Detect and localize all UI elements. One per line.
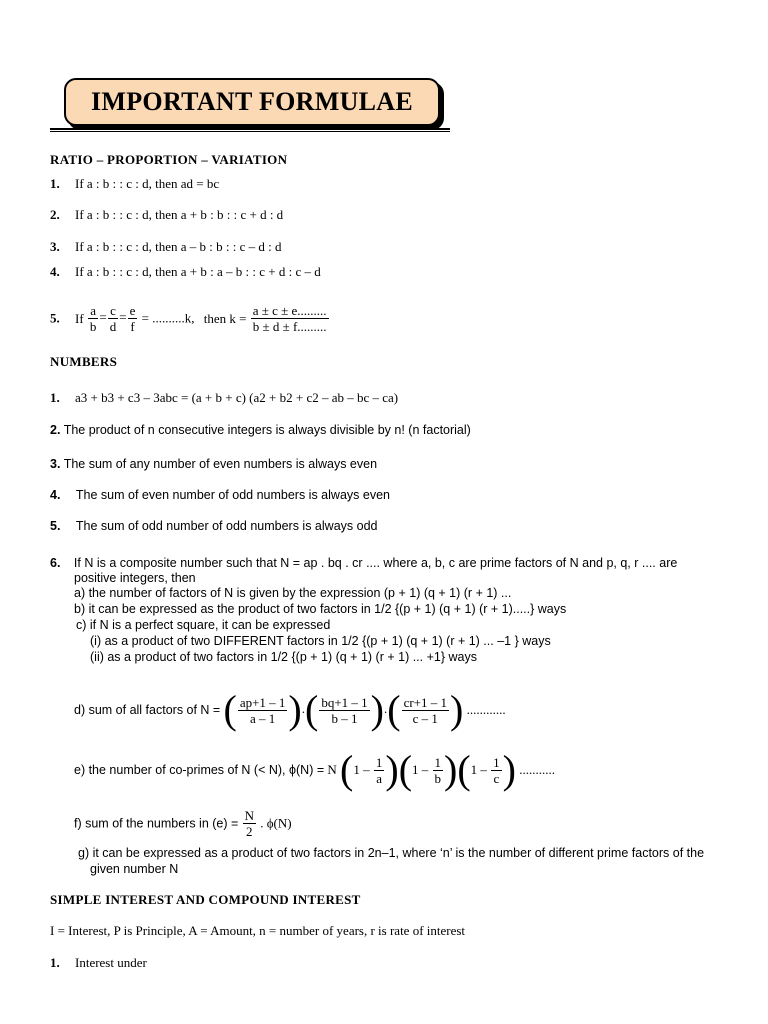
- item-6-e: e) the number of co-primes of N (< N), ϕ(N) = N (1 – $\frac{1}{a}$ )(1 – $\frac{1}{b}$ )(1 – $\frac{1}{c}$ ) ...........: [74, 747, 555, 792]
- fraction-k: $\frac{a \pm c \pm e.........}{b \pm d \pm f.........}$: [252, 303, 327, 334]
- item-6-f: f) sum of the numbers in (e) = $\frac{N}{2}$ . ϕ(N): [74, 808, 292, 839]
- interest-item-1: 1. Interest under: [50, 955, 147, 970]
- item-6-a: a) the number of factors of N is given by the expression (p + 1) (q + 1) (r + 1) ...: [74, 586, 512, 600]
- interest-definitions: I = Interest, P is Principle, A = Amount, n = number of years, r is rate of interest: [50, 923, 466, 938]
- item-6-c-ii: (ii) as a product of two factors in 1/2 {(p + 1) (q + 1) (r + 1) ... +1} ways: [90, 650, 477, 664]
- section-heading-numbers: NUMBERS: [50, 354, 118, 369]
- item-6-g: g) it can be expressed as a product of two factors in 2n–1, where ‘n’ is the number of different prime factors of the: [78, 846, 705, 860]
- item-6-c-i: (i) as a product of two DIFFERENT factors in 1/2 {(p + 1) (q + 1) (r + 1) ... –1 } ways: [90, 634, 551, 648]
- item-6-line-2: positive integers, then: [74, 571, 196, 585]
- ratio-item-2: 2. If a : b : : c : d, then a + b : b : : c + d : d: [50, 207, 284, 222]
- fraction-e-f: $\frac{e}{f}$: [129, 303, 136, 334]
- item-6-c: c) if N is a perfect square, it can be expressed: [76, 618, 331, 632]
- section-heading-interest: SIMPLE INTEREST AND COMPOUND INTEREST: [50, 892, 361, 907]
- fraction-c-d: $\frac{c}{d}$: [109, 303, 117, 334]
- page-title: IMPORTANT FORMULAE: [90, 87, 414, 116]
- title-box: [64, 78, 440, 126]
- fraction-a-b: $\frac{a}{b}$: [89, 303, 97, 334]
- numbers-item-2: 2. The product of n consecutive integers is always divisible by n! (n factorial): [50, 423, 471, 437]
- numbers-item-1: 1. a3 + b3 + c3 – 3abc = (a + b + c) (a2 + b2 + c2 – ab – bc – ca): [50, 390, 399, 405]
- item-6-g-line-2: given number N: [90, 862, 179, 876]
- title-underline-thin: [50, 131, 450, 132]
- ratio-item-3: 3. If a : b : : c : d, then a – b : b : : c – d : d: [50, 239, 282, 254]
- numbers-item-6: 6. If N is a composite number such that N = ap . bq . cr .... where a, b, c are prime factors of N and p, q, r .... are: [50, 556, 678, 570]
- title-underline: [50, 128, 450, 130]
- item-6-d: d) sum of all factors of N = ( $\frac{ap+1 - 1}{a - 1}$ ).( $\frac{bq+1 - 1}{b - 1}$ ).( $\frac{cr+1 - 1}{c - 1}$ ) ............: [74, 687, 506, 732]
- numbers-item-5: 5. The sum of odd number of odd numbers is always odd: [50, 519, 378, 533]
- numbers-item-4: 4. The sum of even number of odd numbers is always even: [50, 488, 390, 502]
- ratio-item-5: 5. If $\frac{a}{b}$ = $\frac{c}{d}$ = $\frac{e}{f}$ = ..........k, then k = $\frac{a \pm c \pm e.........}{b \pm d \pm f.........}$: [50, 303, 327, 334]
- item-6-b: b) it can be expressed as the product of two factors in 1/2 {(p + 1) (q + 1) (r + 1).....} ways: [74, 602, 567, 616]
- section-heading-ratio: RATIO – PROPORTION – VARIATION: [50, 152, 288, 167]
- ratio-item-4: 4. If a : b : : c : d, then a + b : a – b : : c + d : c – d: [50, 264, 321, 279]
- numbers-item-3: 3. The sum of any number of even numbers is always even: [50, 457, 378, 471]
- ratio-item-1: 1. If a : b : : c : d, then ad = bc: [50, 176, 220, 191]
